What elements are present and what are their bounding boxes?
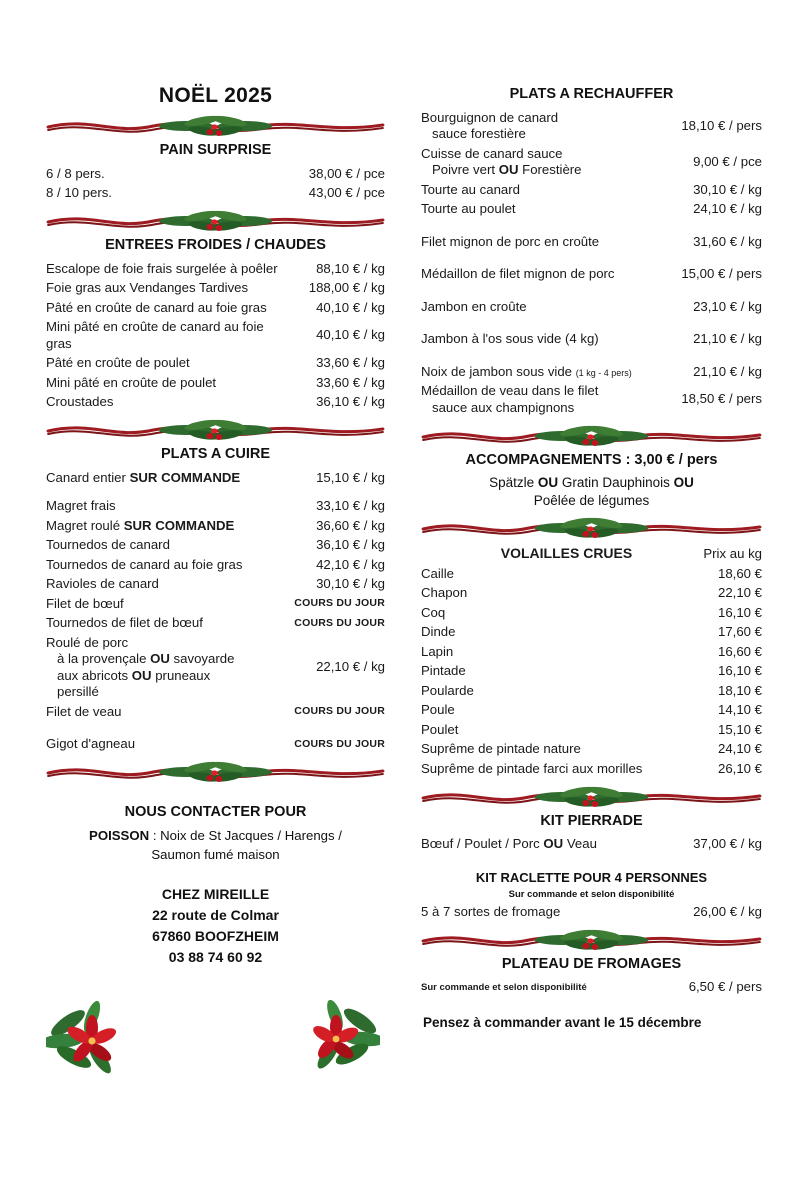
item-price: COURS DU JOUR xyxy=(294,737,385,750)
table-row xyxy=(46,516,385,536)
item-price: 16,10 € xyxy=(718,663,762,679)
item-name: Mini pâté en croûte de canard au foie gras xyxy=(46,319,264,351)
section-title-accompagnements: ACCOMPAGNEMENTS : 3,00 € / pers xyxy=(465,451,718,468)
volailles-price-header: Prix au kg xyxy=(703,545,762,561)
section-title-volailles: VOLAILLES CRUES xyxy=(500,545,633,562)
accomp-ou-1: OU xyxy=(537,474,559,490)
table-row xyxy=(421,180,762,200)
item-price: 9,00 € / pce xyxy=(693,153,762,169)
spacer xyxy=(421,317,762,330)
table-row xyxy=(421,144,762,180)
table-header-row xyxy=(421,544,762,565)
garland-divider-icon xyxy=(46,113,385,139)
item-name: Caille xyxy=(421,565,454,581)
item-name: Tournedos de canard au foie gras xyxy=(46,556,243,572)
table-row xyxy=(46,594,385,614)
item-price: 15,10 € xyxy=(718,721,762,737)
item-price: 33,10 € / kg xyxy=(316,498,385,513)
poinsettia-icon-left xyxy=(46,991,132,1082)
item-name-main: Cuisse de canard sauce xyxy=(421,145,563,161)
item-price: COURS DU JOUR xyxy=(294,705,385,718)
item-name: Ravioles de canard xyxy=(46,576,159,591)
poisson-label: POISSON xyxy=(89,828,150,843)
business-city: 67860 BOOFZHEIM xyxy=(152,928,279,945)
table-row xyxy=(46,298,385,318)
poisson-items-1: : Noix de St Jacques / Harengs / xyxy=(152,828,342,843)
table-row xyxy=(46,354,385,374)
table-rechauffer xyxy=(421,108,762,418)
item-name xyxy=(421,144,658,180)
item-name: Escalope de foie frais surgelée à poêler xyxy=(46,260,278,276)
accomp-ou-2: OU xyxy=(673,474,694,490)
table-volailles xyxy=(421,544,762,779)
item-price: COURS DU JOUR xyxy=(294,597,385,610)
item-name: Lapin xyxy=(421,643,454,659)
section-title-fromages: PLATEAU DE FROMAGES xyxy=(501,955,682,972)
item-name: Poularde xyxy=(421,682,474,698)
section-title-rechauffer: PLATS A RECHAUFFER xyxy=(509,86,674,102)
table-row xyxy=(421,232,762,252)
item-name: Mini pâté en croûte de poulet xyxy=(46,374,217,390)
item-name-sub: sauce forestière xyxy=(432,126,526,141)
contact-block xyxy=(46,884,385,968)
business-street: 22 route de Colmar xyxy=(152,907,279,924)
item-price: 17,60 € xyxy=(718,624,762,640)
item-price: 16,60 € xyxy=(718,643,762,659)
contact-heading: NOUS CONTACTER POUR xyxy=(124,804,307,820)
table-row xyxy=(421,362,762,382)
table-row xyxy=(46,468,385,488)
table-row xyxy=(421,642,762,662)
item-name: Croustades xyxy=(46,394,114,409)
item-name: Suprême de pintade nature xyxy=(421,741,581,757)
table-row xyxy=(46,575,385,595)
table-row xyxy=(46,497,385,517)
item-name: Magret roulé SUR COMMANDE xyxy=(46,517,235,533)
table-row xyxy=(421,382,762,418)
table-fromages xyxy=(421,978,762,998)
table-row xyxy=(421,978,762,998)
spacer xyxy=(421,284,762,297)
table-row xyxy=(46,702,385,722)
item-name: 5 à 7 sortes de fromage xyxy=(421,903,561,919)
table-row xyxy=(421,623,762,643)
item-price: 22,10 € xyxy=(718,585,762,601)
table-row xyxy=(46,393,385,413)
table-row xyxy=(421,835,762,855)
poinsettia-icon-right xyxy=(300,993,380,1078)
item-price: COURS DU JOUR xyxy=(294,616,385,629)
table-row xyxy=(46,536,385,556)
variant-line: persillé xyxy=(57,684,99,699)
item-name-sub: sauce aux champignons xyxy=(432,399,575,415)
table-row xyxy=(421,108,762,144)
item-price: 21,10 € / kg xyxy=(693,331,762,346)
item-name-main: Médaillon de veau dans le filet xyxy=(421,383,599,398)
item-price: 42,10 € / kg xyxy=(316,556,385,572)
item-name: Magret frais xyxy=(46,498,116,513)
item-name: Pâté en croûte de canard au foie gras xyxy=(46,299,267,315)
item-name: Suprême de pintade farci aux morilles xyxy=(421,760,643,776)
item-name: Canard entier SUR COMMANDE xyxy=(46,469,241,485)
item-name xyxy=(421,108,658,144)
table-row xyxy=(421,662,762,682)
table-row xyxy=(421,330,762,350)
garland-divider-icon xyxy=(421,927,762,953)
item-name: Poule xyxy=(421,702,455,718)
item-price: 26,10 € xyxy=(718,760,762,776)
table-row xyxy=(421,720,762,740)
item-price: 21,10 € / kg xyxy=(693,363,762,379)
table-row xyxy=(421,297,762,317)
item-name: Gigot d'agneau xyxy=(46,736,136,751)
table-row xyxy=(421,681,762,701)
item-name: Filet de bœuf xyxy=(46,595,124,611)
table-row xyxy=(421,564,762,584)
table-row xyxy=(46,614,385,634)
poisson-items-2: Saumon fumé maison xyxy=(151,847,280,863)
spacer xyxy=(421,349,762,362)
item-price: 38,00 € / pce xyxy=(308,165,385,181)
table-row xyxy=(46,373,385,393)
item-price: 16,10 € xyxy=(718,604,762,620)
table-row xyxy=(46,555,385,575)
section-title-pierrade: KIT PIERRADE xyxy=(540,812,643,829)
table-pain-surprise xyxy=(46,164,385,203)
item-name: Filet de veau xyxy=(46,703,122,719)
item-name: Jambon en croûte xyxy=(421,298,527,314)
table-row xyxy=(46,259,385,279)
item-name: Chapon xyxy=(421,585,468,601)
item-price: 18,10 € / pers xyxy=(681,117,762,133)
left-column xyxy=(30,72,385,1030)
table-pierrade xyxy=(421,835,762,855)
business-name: CHEZ MIREILLE xyxy=(161,886,270,903)
raclette-note: Sur commande et selon disponibilité xyxy=(508,889,675,901)
table-row xyxy=(421,759,762,779)
item-name: Pintade xyxy=(421,663,466,679)
table-row xyxy=(421,740,762,760)
table-raclette xyxy=(421,902,762,922)
item-price: 22,10 € / kg xyxy=(316,659,385,675)
table-row xyxy=(421,701,762,721)
item-name: Tournedos de filet de bœuf xyxy=(46,615,203,630)
table-row xyxy=(46,184,385,204)
item-name-sub: Poivre vert OU Forestière xyxy=(432,162,582,177)
item-name: Bœuf / Poulet / Porc OU Veau xyxy=(421,836,597,852)
item-price: 30,10 € / kg xyxy=(693,181,762,197)
item-price: 18,60 € xyxy=(718,565,762,581)
item-name: Dinde xyxy=(421,624,456,640)
section-title-pain-surprise: PAIN SURPRISE xyxy=(159,142,272,158)
item-price: 18,10 € xyxy=(718,682,762,698)
poisson-line xyxy=(46,826,385,864)
fromages-note: Sur commande et selon disponibilité xyxy=(421,981,587,993)
footer-note: Pensez à commander avant le 15 décembre xyxy=(423,1015,702,1031)
section-title-entrees: ENTREES FROIDES / CHAUDES xyxy=(105,237,326,253)
item-price: 15,10 € / kg xyxy=(316,469,385,485)
table-row-roule-de-porc xyxy=(46,633,385,702)
item-name-note: (1 kg - 4 pers) xyxy=(575,367,632,378)
garland-divider-icon xyxy=(421,423,762,449)
accomp-item-1: Spätzle xyxy=(489,474,538,490)
item-name: Pâté en croûte de poulet xyxy=(46,355,190,370)
accompagnements-line-1 xyxy=(421,474,762,492)
item-price: 14,10 € xyxy=(718,702,762,718)
business-phone[interactable]: 03 88 74 60 92 xyxy=(168,949,263,966)
item-price: 23,10 € / kg xyxy=(693,298,762,314)
garland-divider-icon xyxy=(46,417,385,443)
garland-divider-icon xyxy=(46,208,385,234)
item-price: 30,10 € / kg xyxy=(316,576,385,591)
section-title-plats-a-cuire: PLATS A CUIRE xyxy=(160,446,271,462)
item-price: 40,10 € / kg xyxy=(316,299,385,315)
spacer xyxy=(46,488,385,497)
table-row xyxy=(46,318,385,354)
accomp-item-2: Gratin Dauphinois xyxy=(558,474,674,490)
item-name: Tourte au canard xyxy=(421,181,520,197)
item-name-main: Noix de jambon sous vide xyxy=(421,363,573,379)
item-name-main: Bourguignon de canard xyxy=(421,109,559,125)
table-row xyxy=(46,735,385,755)
table-row xyxy=(421,902,762,922)
spacer xyxy=(421,252,762,265)
garland-divider-icon xyxy=(421,784,762,810)
table-row xyxy=(421,200,762,220)
item-price: 36,10 € / kg xyxy=(316,537,385,552)
item-price: 88,10 € / kg xyxy=(316,260,385,276)
item-name: Jambon à l'os sous vide (4 kg) xyxy=(421,331,599,346)
table-row xyxy=(421,603,762,623)
item-price: 33,60 € / kg xyxy=(316,355,385,370)
item-name xyxy=(421,382,658,418)
table-row xyxy=(46,164,385,184)
item-price: 15,00 € / pers xyxy=(681,266,762,281)
item-name: 6 / 8 pers. xyxy=(46,165,105,181)
item-price: 37,00 € / kg xyxy=(693,836,762,852)
item-name: Tourte au poulet xyxy=(421,201,516,216)
page-title: NOËL 2025 xyxy=(158,84,273,107)
item-name: Médaillon de filet mignon de porc xyxy=(421,266,615,281)
item-price: 31,60 € / kg xyxy=(693,233,762,249)
table-plats-a-cuire xyxy=(46,468,385,754)
section-title-raclette: KIT RACLETTE POUR 4 PERSONNES xyxy=(475,870,708,886)
item-price: 24,10 € xyxy=(718,741,762,757)
item-price: 36,10 € / kg xyxy=(316,394,385,409)
item-price: 18,50 € / pers xyxy=(681,391,762,407)
item-name: Filet mignon de porc en croûte xyxy=(421,233,600,249)
item-price: 40,10 € / kg xyxy=(316,327,385,343)
item-name: Poulet xyxy=(421,721,459,737)
table-entrees xyxy=(46,259,385,412)
spacer xyxy=(421,219,762,232)
spacer xyxy=(46,722,385,735)
item-name: 8 / 10 pers. xyxy=(46,185,112,200)
variant-line: à la provençale OU savoyarde xyxy=(57,651,235,666)
item-name xyxy=(46,633,289,702)
item-price: 188,00 € / kg xyxy=(308,280,385,295)
item-price: 33,60 € / kg xyxy=(316,374,385,390)
item-name-main: Roulé de porc xyxy=(46,634,129,650)
item-price: 24,10 € / kg xyxy=(693,201,762,216)
item-price: 43,00 € / pce xyxy=(308,185,385,200)
garland-divider-icon xyxy=(421,515,762,541)
item-price: 26,00 € / kg xyxy=(693,903,762,919)
item-name: Foie gras aux Vendanges Tardives xyxy=(46,280,249,295)
garland-divider-icon xyxy=(46,759,385,785)
item-name: Tournedos de canard xyxy=(46,537,170,552)
table-row xyxy=(421,584,762,604)
table-row xyxy=(421,265,762,285)
item-name: Coq xyxy=(421,604,446,620)
item-price: 6,50 € / pers xyxy=(688,979,762,995)
table-row xyxy=(46,279,385,299)
item-name xyxy=(421,362,658,382)
variant-line: aux abricots OU pruneaux xyxy=(57,667,211,683)
right-column xyxy=(407,72,762,1030)
accompagnements-line-2: Poêlée de légumes xyxy=(533,492,650,508)
item-price: 36,60 € / kg xyxy=(316,517,385,533)
